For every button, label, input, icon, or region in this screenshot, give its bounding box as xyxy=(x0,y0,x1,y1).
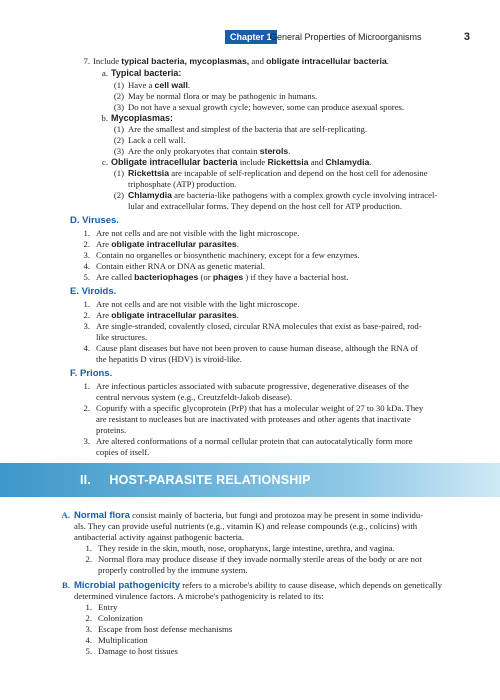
text: Are the only prokaryotes that contain xyxy=(128,146,260,156)
text: . xyxy=(288,146,291,156)
text: . xyxy=(369,157,372,167)
list-item: Are not cells and are not visible with the light microscope. xyxy=(96,228,300,238)
list-item: Are altered conformations of a normal cellular protein that can autocatalytically form more xyxy=(96,436,413,446)
keyword: sterols xyxy=(259,146,289,156)
list-number: 3. xyxy=(83,321,90,331)
chapter-badge: Chapter 1 xyxy=(225,30,277,44)
list-number: (1) xyxy=(113,80,124,90)
keyword: phages xyxy=(212,272,244,282)
list-item: They reside in the skin, mouth, nose, oropharynx, large intestine, urethra, and vagina. xyxy=(98,543,395,553)
term-heading: Microbial pathogenicity xyxy=(74,580,181,591)
term-heading: Normal flora xyxy=(74,510,130,521)
sub-label: A. xyxy=(61,510,70,520)
list-number: 2. xyxy=(83,310,90,320)
list-item xyxy=(96,272,348,282)
section-title-text: HOST-PARASITE RELATIONSHIP xyxy=(109,473,311,487)
text: refers to a microbe's ability to cause disease, which depends on genetically xyxy=(180,580,442,590)
list-number: (2) xyxy=(113,91,124,101)
list-item-continuation: lular and extracellular forms. They depend on the host cell for ATP production. xyxy=(128,201,403,211)
sub-label: c. xyxy=(101,157,108,167)
text: and xyxy=(249,56,267,66)
text: Are called xyxy=(96,272,135,282)
section-number: II. xyxy=(80,473,92,487)
sub-heading: Typical bacteria: xyxy=(111,68,182,78)
list-number: 2. xyxy=(85,613,92,623)
list-number: 5. xyxy=(83,272,90,282)
text: . xyxy=(236,239,239,249)
list-number: 3. xyxy=(83,436,90,446)
list-item xyxy=(128,190,437,200)
list-number: 4. xyxy=(85,635,92,645)
list-item: Copurify with a specific glycoprotein (PrP) that has a molecular weight of 27 to 30 kDa. They xyxy=(96,403,424,413)
list-item: Multiplication xyxy=(98,635,148,645)
text: Have a xyxy=(128,80,155,90)
list-number: 1. xyxy=(83,228,90,238)
running-header xyxy=(225,30,470,46)
list-item-continuation: proteins. xyxy=(96,425,127,435)
list-item: Escape from host defense mechanisms xyxy=(98,624,233,634)
list-item-continuation: copies of itself. xyxy=(96,447,150,457)
list-item xyxy=(128,146,290,156)
list-number: 1. xyxy=(85,602,92,612)
text: are bacteria-like pathogens with a complex growth cycle involving intracel- xyxy=(171,190,438,200)
list-item-continuation: the hepatitis D virus (HDV) is viroid-like. xyxy=(96,354,242,364)
text: are incapable of self-replication and depend on the host cell for adenosine xyxy=(169,168,428,178)
keyword: Chlamydia xyxy=(128,190,172,200)
paragraph-line: determined virulence factors. A microbe's pathogenicity is related to its: xyxy=(74,591,324,601)
list-item: Normal flora may produce disease if they invade normally sterile areas of the body or are not xyxy=(98,554,422,564)
list-item: Are single-stranded, covalently closed, circular RNA molecules that exist as base-paired, rod- xyxy=(96,321,422,331)
sub-label: B. xyxy=(62,580,70,590)
sub-heading: Mycoplasmas: xyxy=(111,113,174,123)
list-number: 2. xyxy=(85,554,92,564)
list-number: 2. xyxy=(83,403,90,413)
text: Are xyxy=(96,239,112,249)
page-number: 3 xyxy=(463,31,470,43)
item-number: 7. xyxy=(83,56,90,66)
list-item-continuation: are resistant to nucleases but are inactivated with proteases and other agents that inactivate xyxy=(96,414,411,424)
keyword: obligate intracellular bacteria xyxy=(266,56,387,66)
list-item: Contain either RNA or DNA as genetic material. xyxy=(96,261,265,271)
paragraph-line xyxy=(74,510,423,521)
keyword: Rickettsia xyxy=(128,168,170,178)
chapter-title: General Properties of Microorganisms xyxy=(270,32,422,42)
list-number: (3) xyxy=(113,146,124,156)
paragraph-line xyxy=(74,580,442,591)
sub-label: a. xyxy=(101,68,108,78)
list-item xyxy=(128,168,428,178)
text: consist mainly of bacteria, but fungi and protozoa may be present in some individu- xyxy=(129,510,424,520)
keyword: Rickettsia xyxy=(267,157,309,167)
text: Are xyxy=(96,310,112,320)
list-number: 3. xyxy=(85,624,92,634)
list-number: (2) xyxy=(113,135,124,145)
list-item-continuation: like structures. xyxy=(96,332,148,342)
list-number: 1. xyxy=(83,299,90,309)
keyword: bacteriophages xyxy=(134,272,199,282)
section-heading-viroids: E. Viroids. xyxy=(70,286,117,297)
list-item-continuation: triphosphate (ATP) production. xyxy=(128,179,237,189)
paragraph-line: antibacterial activity against pathogenic bacteria. xyxy=(74,532,245,542)
list-item xyxy=(96,310,239,320)
keyword: Chlamydia xyxy=(325,157,370,167)
list-number: (2) xyxy=(113,190,124,200)
text: . xyxy=(386,56,389,66)
text: include xyxy=(237,157,268,167)
section-heading-viruses: D. Viruses. xyxy=(70,215,119,226)
list-number: 2. xyxy=(83,239,90,249)
sub-label: b. xyxy=(101,113,108,123)
list-number: 5. xyxy=(85,646,92,656)
text: and xyxy=(308,157,326,167)
text: . xyxy=(187,80,191,90)
keyword: obligate intracellular parasites xyxy=(111,239,237,249)
list-item: Damage to host tissues xyxy=(98,646,178,656)
list-item: Lack a cell wall. xyxy=(128,135,186,145)
text: ) if they have a bacterial host. xyxy=(243,272,349,282)
list-number: 1. xyxy=(85,543,92,553)
list-item: Do not have a sexual growth cycle; however, some can produce asexual spores. xyxy=(128,102,405,112)
text: (or xyxy=(198,272,213,282)
section-heading-prions: F. Prions. xyxy=(70,368,113,379)
paragraph-line: als. They can provide useful nutrients (e.g., vitamin K) and release compounds (e.g., colicins) with xyxy=(74,521,418,531)
item-7-text xyxy=(93,56,389,66)
list-number: 3. xyxy=(83,250,90,260)
section-title xyxy=(80,473,311,487)
sub-heading-line xyxy=(111,157,372,167)
list-item-continuation: properly controlled by the immune system. xyxy=(98,565,248,575)
sub-heading: Obligate intracellular bacteria xyxy=(111,157,238,167)
keyword: obligate intracellular parasites xyxy=(111,310,237,320)
list-item: Entry xyxy=(98,602,118,612)
list-item: Colonization xyxy=(98,613,143,623)
text: Include xyxy=(93,56,122,66)
list-item: May be normal flora or may be pathogenic in humans. xyxy=(128,91,318,101)
list-number: 1. xyxy=(83,381,90,391)
list-item: Are not cells and are not visible with the light microscope. xyxy=(96,299,300,309)
list-item xyxy=(96,239,239,249)
keyword: typical bacteria, mycoplasmas, xyxy=(121,56,250,66)
list-number: (1) xyxy=(113,124,124,134)
keyword: cell wall xyxy=(154,80,188,90)
list-item: Are the smallest and simplest of the bacteria that are self-replicating. xyxy=(128,124,368,134)
list-item: Are infectious particles associated with subacute progressive, degenerative diseases of the xyxy=(96,381,409,391)
list-item: Contain no organelles or biosynthetic machinery, except for a few enzymes. xyxy=(96,250,360,260)
list-number: 4. xyxy=(83,261,90,271)
list-number: (3) xyxy=(113,102,124,112)
list-item-continuation: central nervous system (e.g., Creutzfeldt-Jakob disease). xyxy=(96,392,293,402)
list-number: 4. xyxy=(83,343,90,353)
text: . xyxy=(236,310,239,320)
list-item xyxy=(128,80,190,90)
list-number: (1) xyxy=(113,168,124,178)
list-item: Cause plant diseases but have not been proven to cause human disease, although the RNA of xyxy=(96,343,418,353)
